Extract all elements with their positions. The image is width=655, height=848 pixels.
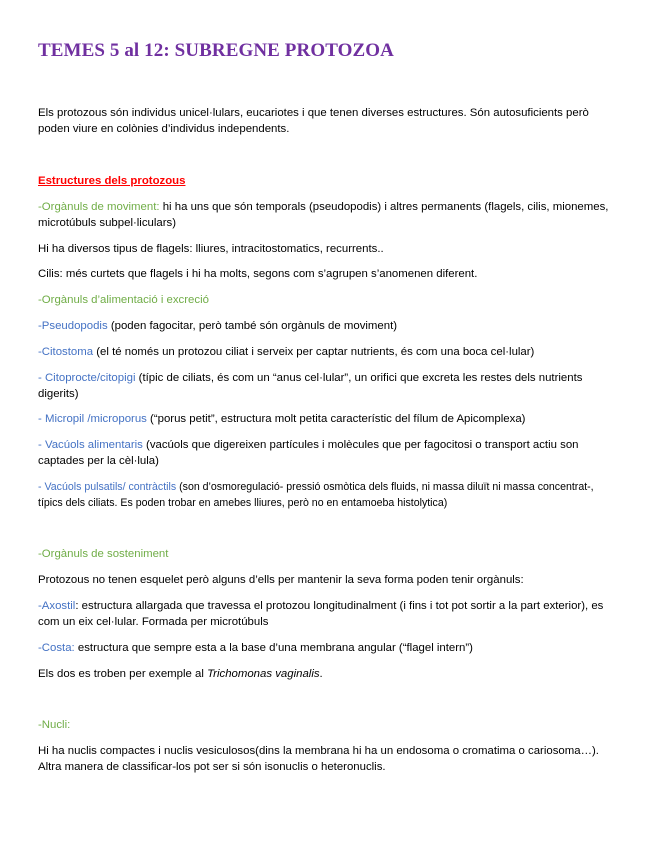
pseudopodis-text: (poden fagocitar, però també són orgànuls de moviment) bbox=[107, 320, 398, 332]
micropil-text: (“porus petit”, estructura molt petita característic del fílum de Apicomplexa) bbox=[146, 413, 526, 425]
costa-text: estructura que sempre esta a la base d’una membrana angular (“flagel intern”) bbox=[74, 642, 473, 654]
section-heading bbox=[38, 173, 618, 189]
costa-paragraph bbox=[38, 640, 618, 656]
costa-term: -Costa: bbox=[38, 642, 75, 654]
nucli-heading: -Nucli: bbox=[38, 719, 71, 731]
citostoma-paragraph bbox=[38, 344, 618, 360]
vacuols-pulsatils-term: - Vacúols pulsatils/ contràctils bbox=[38, 481, 177, 493]
both-text: Els dos es troben per exemple al bbox=[38, 668, 208, 680]
page-title: TEMES 5 al 12: SUBREGNE PROTOZOA bbox=[38, 40, 394, 61]
both-end: . bbox=[319, 668, 323, 680]
movement-paragraph bbox=[38, 199, 618, 231]
nucli-paragraph: Hi ha nuclis compactes i nuclis vesiculosos(dins la membrana hi ha un endosoma o cromatima o cariosoma…). Altra manera de classificar-los pot ser si són isonuclis o heteronuclis. bbox=[38, 745, 599, 773]
micropil-paragraph bbox=[38, 411, 618, 427]
pseudopodis-paragraph bbox=[38, 318, 618, 334]
section-heading-text: Estructures dels protozous bbox=[38, 175, 186, 187]
citoprocte-text: (típic de ciliats, és com un “anus cel·lular”, un orifici que excreta les restes dels nutrients digerits) bbox=[38, 372, 583, 400]
axostil-paragraph bbox=[38, 598, 618, 630]
vacuols-alimentaris-text: (vacúols que digereixen partícules i molècules que per fagocitosi o transport actiu son captades per la cèl·lula) bbox=[38, 439, 579, 467]
citoprocte-term: - Citoprocte/citopigi bbox=[38, 372, 136, 384]
vacuols-pulsatils-text: (son d’osmoregulació- pressió osmòtica dels fluids, ni massa diluït ni massa concentrat-, típics dels ciliats. Es poden trobar en amebes lliures, però no en entamoeba histolytica) bbox=[38, 481, 594, 509]
support-intro: Protozous no tenen esquelet però alguns d’ells per mantenir la seva forma poden tenir orgànuls: bbox=[38, 574, 524, 586]
citostoma-text: (el té només un protozou ciliat i serveix per captar nutrients, és com una boca cel·lular) bbox=[93, 346, 535, 358]
species-name: Trichomonas vaginalis bbox=[207, 668, 320, 680]
cilis-paragraph: Cilis: més curtets que flagels i hi ha molts, segons com s’agrupen s’anomenen diferent. bbox=[38, 268, 478, 280]
pseudopodis-term: -Pseudopodis bbox=[38, 320, 108, 332]
axostil-term: -Axostil bbox=[38, 600, 76, 612]
micropil-term: - Micropil /microporus bbox=[38, 413, 147, 425]
feeding-heading: -Orgànuls d’alimentació i excreció bbox=[38, 294, 209, 306]
vacuols-alimentaris-paragraph bbox=[38, 437, 618, 469]
movement-text: hi ha uns que són temporals (pseudopodis) i altres permanents (flagels, cilis, mionemes, microtúbuls subpel·liculars) bbox=[38, 201, 609, 229]
citostoma-term: -Citostoma bbox=[38, 346, 94, 358]
intro-paragraph: Els protozous són individus unicel·lulars, eucariotes i que tenen diverses estructures. Són autosuficients però poden viure en colònies d’individus independents. bbox=[38, 107, 589, 135]
vacuols-alimentaris-term: - Vacúols alimentaris bbox=[38, 439, 143, 451]
movement-term: -Orgànuls de moviment: bbox=[38, 201, 160, 213]
vacuols-pulsatils-paragraph bbox=[38, 479, 618, 511]
axostil-text: : estructura allargada que travessa el protozou longitudinalment (i fins i tot pot sortir a la part exterior), es com un eix cel·lular. Formada per microtúbuls bbox=[38, 600, 604, 628]
citoprocte-paragraph bbox=[38, 370, 618, 402]
flagels-paragraph: Hi ha diversos tipus de flagels: lliures, intracitostomatics, recurrents.. bbox=[38, 243, 384, 255]
both-paragraph bbox=[38, 666, 618, 682]
support-heading: -Orgànuls de sosteniment bbox=[38, 548, 169, 560]
